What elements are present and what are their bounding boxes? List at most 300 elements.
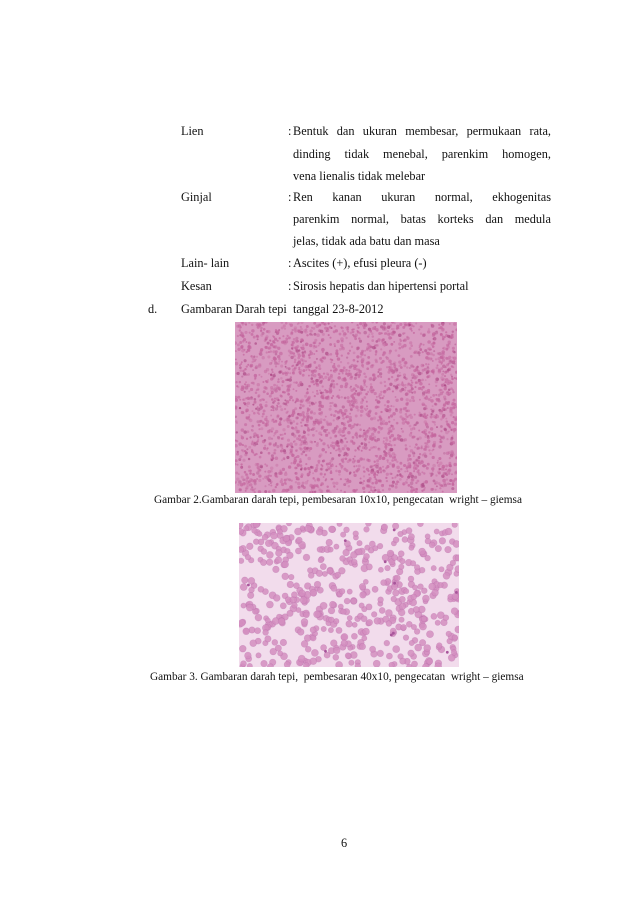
blood-cell xyxy=(337,353,339,355)
blood-cell xyxy=(265,401,267,403)
blood-cell xyxy=(245,490,247,492)
blood-cell xyxy=(420,414,423,417)
blood-cell xyxy=(245,341,247,343)
blood-cell xyxy=(353,359,356,362)
blood-cell xyxy=(431,409,434,412)
blood-cell xyxy=(392,482,394,484)
blood-cell xyxy=(304,467,307,470)
blood-cell xyxy=(361,386,363,388)
blood-cell xyxy=(376,474,378,476)
blood-cell xyxy=(310,380,313,383)
blood-cell xyxy=(351,598,357,604)
blood-cell xyxy=(367,335,369,337)
blood-cell xyxy=(448,464,451,467)
blood-cell xyxy=(432,405,434,407)
blood-cell xyxy=(382,457,385,460)
word: korteks xyxy=(437,212,474,226)
blood-cell xyxy=(263,328,266,331)
blood-cell xyxy=(397,374,400,377)
blood-cell xyxy=(276,397,279,400)
blood-cell xyxy=(257,323,260,326)
blood-cell xyxy=(409,347,412,350)
blood-cell xyxy=(390,473,392,475)
blood-cell xyxy=(322,378,324,380)
blood-cell xyxy=(308,368,310,370)
blood-cell xyxy=(409,383,412,386)
blood-cell xyxy=(347,460,350,463)
blood-cell xyxy=(246,604,253,611)
blood-cell xyxy=(407,457,410,460)
blood-cell xyxy=(270,409,272,411)
blood-cell xyxy=(453,403,456,406)
blood-cell xyxy=(321,626,326,631)
row-value-lien-line3: vena lienalis tidak melebar xyxy=(293,169,426,183)
blood-cell xyxy=(331,359,333,361)
blood-cell xyxy=(246,476,249,479)
blood-cell xyxy=(261,376,263,378)
blood-cell xyxy=(329,337,331,339)
blood-cell xyxy=(325,451,327,453)
blood-cell xyxy=(431,467,434,470)
blood-cell xyxy=(271,362,273,364)
blood-cell xyxy=(309,329,312,332)
blood-cell xyxy=(273,566,280,573)
blood-cell xyxy=(425,423,428,426)
blood-cell xyxy=(406,337,409,340)
blood-cell xyxy=(251,333,254,336)
blood-cell xyxy=(347,399,351,403)
blood-cell xyxy=(371,612,377,618)
blood-cell xyxy=(326,429,328,431)
blood-cell xyxy=(372,327,375,330)
blood-cell xyxy=(432,434,435,437)
blood-cell xyxy=(363,396,366,399)
blood-cell xyxy=(236,325,239,328)
blood-cell xyxy=(343,483,346,486)
blood-cell xyxy=(385,477,387,479)
blood-cell xyxy=(441,350,445,354)
row-value-kesan: Sirosis hepatis dan hipertensi portal xyxy=(293,279,469,293)
blood-cell xyxy=(360,352,363,355)
blood-cell xyxy=(369,449,371,451)
blood-cell xyxy=(404,438,407,441)
blood-cell xyxy=(278,471,282,475)
blood-cell xyxy=(379,415,382,418)
blood-cell xyxy=(421,445,423,447)
blood-cell xyxy=(327,395,329,397)
blood-cell xyxy=(400,366,403,369)
blood-cell xyxy=(432,589,439,596)
blood-cell xyxy=(425,480,429,484)
blood-cell xyxy=(248,577,255,584)
blood-cell xyxy=(371,332,374,335)
blood-cell xyxy=(256,434,259,437)
blood-cell xyxy=(454,363,456,365)
blood-cell xyxy=(247,592,254,599)
blood-cell xyxy=(299,458,301,460)
blood-cell xyxy=(324,652,330,658)
blood-cell xyxy=(441,373,444,376)
blood-cell xyxy=(271,398,274,401)
blood-cell xyxy=(435,403,438,406)
blood-cell xyxy=(363,553,369,559)
blood-cell xyxy=(320,473,323,476)
blood-cell xyxy=(239,528,244,534)
blood-cell xyxy=(280,365,283,368)
dark-speck xyxy=(270,374,272,376)
blood-cell xyxy=(258,474,261,477)
blood-cell xyxy=(409,367,411,369)
blood-cell xyxy=(330,369,332,371)
blood-cell xyxy=(431,324,435,328)
blood-cell xyxy=(271,454,274,457)
blood-cell xyxy=(350,376,353,379)
blood-cell xyxy=(290,356,293,359)
blood-cell xyxy=(357,540,363,546)
blood-cell xyxy=(268,436,271,439)
blood-cell xyxy=(302,363,304,365)
blood-cell xyxy=(302,355,305,358)
blood-cell xyxy=(334,325,336,327)
blood-cell xyxy=(395,385,399,389)
blood-cell xyxy=(239,369,242,372)
blood-cell xyxy=(337,416,340,419)
blood-cell xyxy=(348,416,352,420)
blood-cell xyxy=(248,470,250,472)
blood-cell xyxy=(426,352,430,356)
blood-cell xyxy=(415,322,417,324)
blood-cell xyxy=(326,539,333,546)
blood-cell xyxy=(306,391,309,394)
blood-cell xyxy=(320,411,323,414)
blood-cell xyxy=(286,367,288,369)
blood-cell xyxy=(277,340,279,342)
blood-cell xyxy=(302,344,305,347)
blood-cell xyxy=(240,333,244,337)
blood-cell xyxy=(278,651,283,656)
blood-cell xyxy=(358,376,361,379)
blood-cell xyxy=(302,482,305,485)
blood-cell xyxy=(395,409,398,412)
blood-cell xyxy=(296,437,299,440)
blood-cell xyxy=(316,529,323,536)
blood-cell xyxy=(360,356,362,358)
blood-cell xyxy=(338,396,340,398)
blood-cell xyxy=(277,437,280,440)
blood-cell xyxy=(258,479,261,482)
blood-cell xyxy=(408,454,411,457)
blood-cell xyxy=(375,344,377,346)
blood-cell xyxy=(395,399,398,402)
blood-cell xyxy=(353,405,355,407)
blood-cell xyxy=(363,373,366,376)
blood-cell xyxy=(368,411,372,415)
blood-cell xyxy=(411,392,413,394)
blood-cell xyxy=(384,452,387,455)
blood-cell xyxy=(452,483,455,486)
blood-cell xyxy=(275,557,282,564)
blood-cell xyxy=(366,401,368,403)
blood-cell xyxy=(366,408,368,410)
blood-cell xyxy=(402,358,405,361)
blood-cell xyxy=(376,396,378,398)
blood-cell xyxy=(398,354,401,357)
blood-cell xyxy=(319,453,322,456)
blood-cell xyxy=(366,386,368,388)
blood-cell xyxy=(276,483,279,486)
blood-cell xyxy=(404,332,406,334)
blood-cell xyxy=(320,395,323,398)
blood-cell xyxy=(445,331,447,333)
blood-cell xyxy=(362,636,367,641)
blood-cell xyxy=(306,420,309,423)
blood-cell xyxy=(402,421,406,425)
page-number: 6 xyxy=(341,836,348,850)
blood-cell xyxy=(237,483,239,485)
blood-cell xyxy=(298,361,301,364)
blood-cell xyxy=(428,449,430,451)
blood-cell xyxy=(454,343,456,345)
blood-cell xyxy=(293,583,299,589)
blood-cell xyxy=(451,378,453,380)
blood-cell xyxy=(249,419,253,423)
blood-cell xyxy=(364,354,366,356)
blood-cell xyxy=(432,360,434,362)
blood-cell xyxy=(318,557,324,563)
blood-cell xyxy=(447,369,450,372)
blood-cell xyxy=(286,446,288,448)
blood-cell xyxy=(443,396,446,399)
blood-cell xyxy=(297,340,299,342)
blood-cell xyxy=(380,348,382,350)
blood-cell xyxy=(433,415,436,418)
blood-cell xyxy=(243,338,246,341)
blood-cell xyxy=(338,470,341,473)
row-label-kesan: Kesan xyxy=(181,279,212,293)
word: batas xyxy=(400,212,426,226)
blood-cell xyxy=(399,389,402,392)
blood-cell xyxy=(301,425,303,427)
blood-cell xyxy=(399,617,405,623)
blood-cell xyxy=(338,454,341,457)
blood-cell xyxy=(320,602,327,609)
blood-cell xyxy=(321,448,325,452)
blood-cell xyxy=(268,452,271,455)
blood-cell xyxy=(378,480,380,482)
blood-cell xyxy=(270,378,273,381)
blood-cell xyxy=(394,454,397,457)
blood-cell xyxy=(400,468,402,470)
blood-cell xyxy=(258,428,260,430)
blood-cell xyxy=(303,416,306,419)
blood-cell xyxy=(239,489,242,492)
blood-cell xyxy=(349,366,352,369)
blood-cell xyxy=(275,365,277,367)
blood-cell xyxy=(346,481,349,484)
blood-cell xyxy=(332,478,334,480)
blood-cell xyxy=(271,431,273,433)
blood-cell xyxy=(409,433,412,436)
blood-cell xyxy=(448,401,450,403)
blood-cell xyxy=(302,369,305,372)
blood-cell xyxy=(414,428,416,430)
dark-speck xyxy=(324,650,327,653)
blood-cell xyxy=(390,363,393,366)
blood-cell xyxy=(330,465,332,467)
blood-cell xyxy=(239,455,242,458)
blood-cell xyxy=(316,444,319,447)
blood-cell xyxy=(425,407,427,409)
blood-cell xyxy=(346,356,348,358)
blood-cell xyxy=(453,540,459,547)
blood-cell xyxy=(422,404,424,406)
blood-cell xyxy=(327,353,330,356)
blood-cell xyxy=(445,473,448,476)
blood-cell xyxy=(342,458,344,460)
blood-cell xyxy=(409,425,412,428)
blood-cell xyxy=(340,396,342,398)
blood-cell xyxy=(246,365,248,367)
blood-cell xyxy=(452,453,455,456)
blood-cell xyxy=(419,462,422,465)
blood-cell xyxy=(275,350,278,353)
blood-cell xyxy=(440,430,442,432)
blood-cell xyxy=(277,380,280,383)
blood-cell xyxy=(332,482,335,485)
blood-cell xyxy=(372,335,374,337)
word: membesar, xyxy=(405,124,459,138)
blood-cell xyxy=(284,433,286,435)
blood-cell xyxy=(253,412,256,415)
blood-cell xyxy=(418,473,421,476)
blood-cell xyxy=(304,330,307,333)
blood-cell xyxy=(427,658,433,664)
blood-cell xyxy=(276,416,279,419)
blood-cell xyxy=(258,374,260,376)
blood-cell xyxy=(337,449,339,451)
blood-cell xyxy=(262,381,264,383)
blood-cell xyxy=(347,615,352,620)
blood-cell xyxy=(253,523,260,528)
blood-cell xyxy=(244,423,247,426)
blood-cell xyxy=(392,427,395,430)
blood-cell xyxy=(244,359,247,362)
blood-cell xyxy=(252,369,254,371)
blood-cell xyxy=(383,322,386,325)
blood-cell xyxy=(418,379,421,382)
blood-cell xyxy=(344,444,347,447)
blood-cell xyxy=(431,370,434,373)
blood-cell xyxy=(249,414,251,416)
blood-cell xyxy=(316,333,320,337)
blood-cell xyxy=(415,443,418,446)
blood-cell xyxy=(256,443,258,445)
blood-cell xyxy=(410,482,414,486)
blood-cell xyxy=(281,478,283,480)
figure-2-caption: Gambar 2.Gambaran darah tepi, pembesaran 10x10, pengecatan wright – giemsa xyxy=(154,494,522,506)
blood-cell xyxy=(413,489,415,491)
blood-cell xyxy=(281,438,283,440)
blood-cell xyxy=(384,445,387,448)
blood-cell xyxy=(302,404,305,407)
blood-cell xyxy=(323,459,326,462)
blood-cell xyxy=(449,323,451,325)
blood-cell xyxy=(264,439,267,442)
blood-cell xyxy=(409,446,411,448)
blood-cell xyxy=(270,393,272,395)
blood-cell xyxy=(300,464,303,467)
blood-cell xyxy=(320,563,326,569)
row-value-lien-line1 xyxy=(293,124,551,139)
word: medula xyxy=(514,212,551,226)
blood-cell xyxy=(349,387,351,389)
blood-cell xyxy=(363,466,365,468)
blood-cell xyxy=(262,398,265,401)
blood-cell xyxy=(335,470,338,473)
row-colon-lien: : xyxy=(288,124,292,138)
blood-cell xyxy=(393,646,400,653)
blood-cell xyxy=(359,603,364,608)
blood-cell xyxy=(310,658,317,665)
blood-cell xyxy=(282,573,289,580)
blood-cell xyxy=(357,392,360,395)
blood-cell xyxy=(302,359,305,362)
blood-cell xyxy=(355,401,358,404)
blood-cell xyxy=(310,410,313,413)
blood-cell xyxy=(444,387,447,390)
blood-cell xyxy=(430,358,432,360)
blood-cell xyxy=(446,392,449,395)
blood-cell xyxy=(340,555,346,561)
blood-cell xyxy=(265,387,268,390)
blood-cell xyxy=(381,470,383,472)
blood-cell xyxy=(294,326,297,329)
blood-cell xyxy=(333,654,339,660)
blood-cell xyxy=(451,650,457,656)
blood-cell xyxy=(242,459,245,462)
blood-cell xyxy=(315,324,319,328)
blood-cell xyxy=(425,555,431,561)
blood-cell xyxy=(327,374,329,376)
blood-cell xyxy=(252,404,254,406)
blood-cell xyxy=(301,347,305,351)
blood-cell xyxy=(358,449,360,451)
blood-cell xyxy=(348,370,350,372)
blood-cell xyxy=(282,428,285,431)
blood-cell xyxy=(447,407,449,409)
blood-cell xyxy=(410,489,412,491)
blood-cell xyxy=(438,398,440,400)
blood-cell xyxy=(378,332,381,335)
blood-cell xyxy=(344,598,350,604)
blood-cell xyxy=(283,420,285,422)
blood-cell xyxy=(318,345,320,347)
blood-cell xyxy=(361,616,367,622)
blood-cell xyxy=(450,428,454,432)
blood-cell xyxy=(254,342,257,345)
blood-cell xyxy=(300,328,303,331)
blood-cell xyxy=(346,369,348,371)
blood-cell xyxy=(300,338,303,341)
blood-cell xyxy=(440,376,443,379)
blood-cell xyxy=(384,381,386,383)
blood-cell xyxy=(300,326,302,328)
blood-cell xyxy=(386,366,388,368)
blood-cell xyxy=(362,399,365,402)
blood-cell xyxy=(313,369,317,373)
blood-cell xyxy=(240,363,242,365)
blood-cell xyxy=(417,480,420,483)
